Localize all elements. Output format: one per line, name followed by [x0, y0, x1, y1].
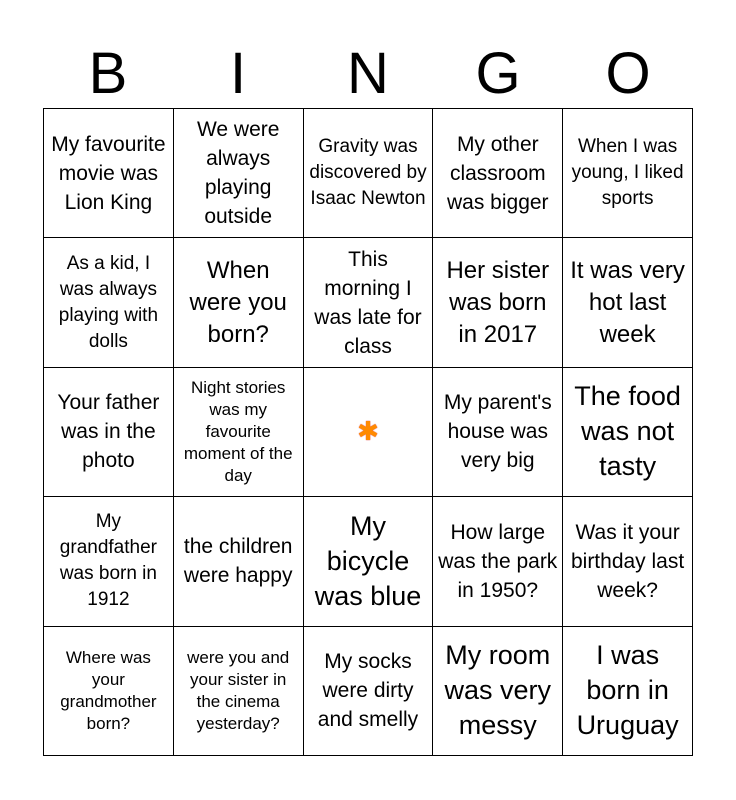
cell-text: When were you born?	[189, 256, 287, 348]
header-letter-i: I	[229, 41, 247, 106]
bingo-grid	[43, 108, 693, 756]
bingo-cell[interactable]	[433, 497, 563, 626]
bingo-cell[interactable]	[304, 109, 434, 238]
bingo-cell[interactable]	[433, 627, 563, 756]
cell-text: Night stories was my favourite moment of the day	[183, 377, 293, 485]
bingo-cell[interactable]	[563, 627, 693, 756]
bingo-cell[interactable]	[174, 627, 304, 756]
header-letter-b: B	[88, 41, 128, 106]
cell-text: My room was very messy	[444, 640, 552, 741]
cell-text: Her sister was born in 2017	[446, 256, 550, 348]
bingo-cell[interactable]	[44, 368, 174, 497]
cell-text: Where was your grandmother born?	[60, 647, 157, 733]
cell-text: Was it your birthday last week?	[570, 520, 685, 602]
bingo-cell[interactable]	[304, 627, 434, 756]
cell-text: We were always playing outside	[196, 118, 280, 229]
bingo-cell[interactable]	[174, 368, 304, 497]
bingo-cell[interactable]	[44, 627, 174, 756]
bingo-cell[interactable]	[304, 238, 434, 367]
bingo-cell[interactable]	[44, 497, 174, 626]
cell-text: When I was young, I liked sports	[571, 136, 684, 210]
header-letter-g: G	[475, 41, 521, 106]
cell-text: My socks were dirty and smelly	[317, 650, 419, 732]
cell-text: were you and your sister in the cinema yesterday?	[187, 647, 290, 733]
bingo-cell[interactable]	[563, 109, 693, 238]
bingo-cell[interactable]	[304, 497, 434, 626]
bingo-cell[interactable]	[433, 238, 563, 367]
cell-text: The food was not tasty	[574, 381, 681, 482]
cell-text: the children were happy	[183, 535, 293, 588]
cell-text: It was very hot last week	[570, 256, 685, 348]
bingo-cell[interactable]	[433, 109, 563, 238]
bingo-cell[interactable]	[44, 238, 174, 367]
free-space-cell[interactable]	[304, 368, 434, 497]
cell-text: Your father was in the photo	[57, 391, 160, 473]
bingo-cell[interactable]	[563, 368, 693, 497]
cell-text: My other classroom was bigger	[447, 132, 549, 214]
cell-text: My bicycle was blue	[314, 510, 422, 611]
bingo-cell[interactable]	[174, 109, 304, 238]
cell-text: How large was the park in 1950?	[438, 520, 558, 602]
header-letter-o: O	[605, 41, 651, 106]
bingo-header	[43, 40, 693, 108]
star-icon: ✱	[357, 416, 379, 447]
header-letter-n: N	[347, 41, 389, 106]
cell-text: As a kid, I was always playing with dolls	[58, 252, 159, 352]
cell-text: My favourite movie was Lion King	[51, 132, 166, 214]
bingo-cell[interactable]	[563, 497, 693, 626]
cell-text: This morning I was late for class	[314, 247, 422, 358]
cell-text: My grandfather was born in 1912	[59, 511, 157, 611]
bingo-cell[interactable]	[174, 238, 304, 367]
bingo-cell[interactable]	[44, 109, 174, 238]
bingo-cell[interactable]	[433, 368, 563, 497]
cell-text: Gravity was discovered by Isaac Newton	[309, 136, 427, 210]
cell-text: My parent's house was very big	[443, 391, 552, 473]
bingo-cell[interactable]	[563, 238, 693, 367]
cell-text: I was born in Uruguay	[576, 640, 679, 741]
bingo-cell[interactable]	[174, 497, 304, 626]
